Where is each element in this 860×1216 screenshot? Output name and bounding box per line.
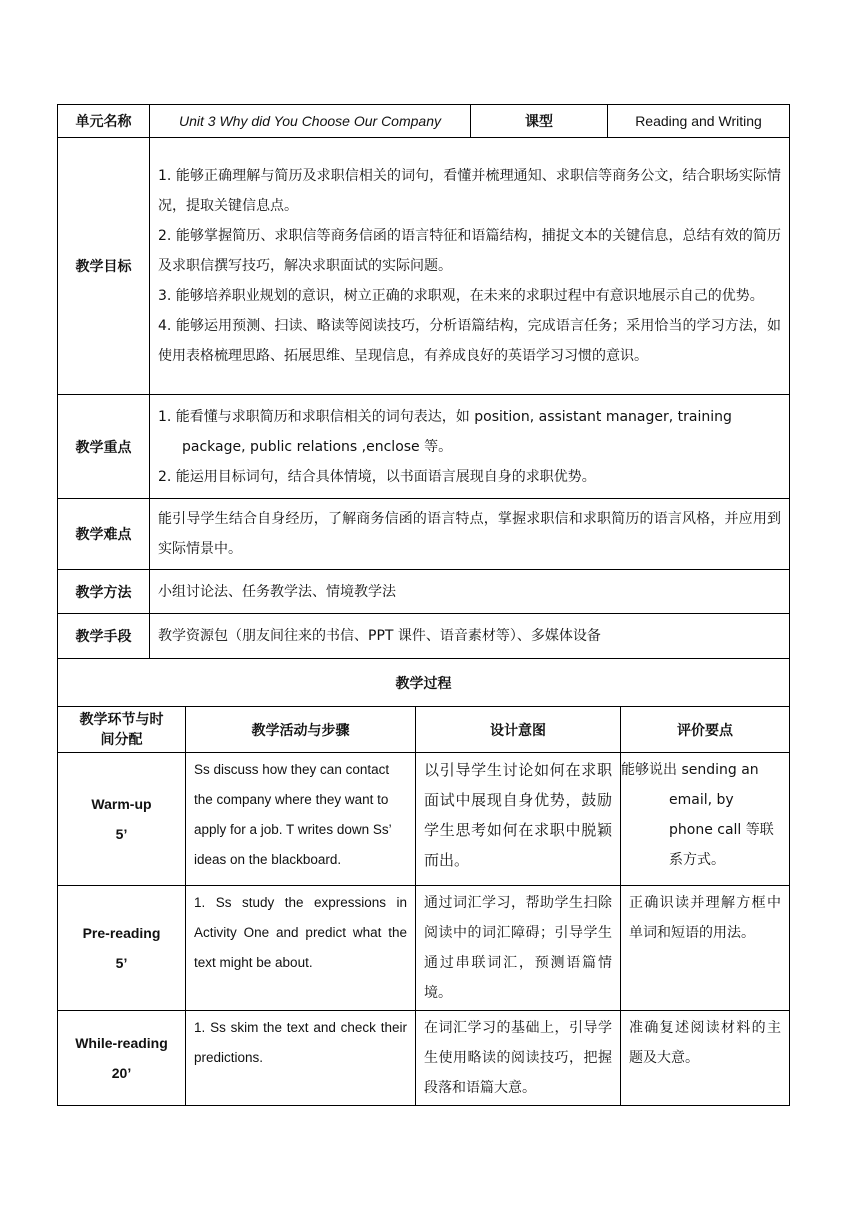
evaluation-cell: 准确复述阅读材料的主题及大意。 bbox=[621, 1011, 790, 1106]
key-point-item: 2. 能运用目标词句，结合具体情境，以书面语言展现自身的求职优势。 bbox=[158, 468, 596, 485]
process-title: 教学过程 bbox=[58, 659, 790, 707]
table-row bbox=[58, 1011, 790, 1106]
methods-label: 教学方法 bbox=[58, 570, 150, 614]
activity-cell: 1. Ss study the expressions in Activity One and predict what the text might be about. bbox=[186, 886, 416, 1011]
table-row bbox=[58, 753, 790, 886]
intent-cell: 以引导学生讨论如何在求职面试中展现自身优势，鼓励学生思考如何在求职中脱颖而出。 bbox=[416, 753, 621, 886]
stage-time: 5’ bbox=[115, 826, 128, 842]
stage-name: Warm-up bbox=[91, 796, 152, 812]
methods-content: 小组讨论法、任务教学法、情境教学法 bbox=[150, 570, 790, 614]
difficulties-label: 教学难点 bbox=[58, 499, 150, 570]
objective-item: 3. 能够培养职业规划的意识，树立正确的求职观，在未来的求职过程中有意识地展示自己的优势。 bbox=[158, 288, 764, 304]
key-points-label: 教学重点 bbox=[58, 395, 150, 499]
activity-cell: 1. Ss skim the text and check their predictions. bbox=[186, 1011, 416, 1106]
stage-cell bbox=[58, 1011, 186, 1106]
key-point-item: 1. 能看懂与求职简历和求职信相关的词句表达，如 position, assistant manager, training package, public relations ,enclose 等。 bbox=[158, 408, 732, 455]
objective-item: 1. 能够正确理解与简历及求职信相关的词句，看懂并梳理通知、求职信等商务公文，结合职场实际情况，提取关键信息点。 bbox=[158, 168, 781, 214]
stage-cell bbox=[58, 886, 186, 1011]
stage-name: Pre-reading bbox=[82, 925, 161, 941]
objectives-content bbox=[150, 138, 790, 395]
means-content: 教学资源包（朋友间往来的书信、PPT 课件、语音素材等）、多媒体设备 bbox=[150, 614, 790, 659]
col-header-intent: 设计意图 bbox=[416, 707, 621, 753]
key-points-content bbox=[150, 395, 790, 499]
objective-item: 4. 能够运用预测、扫读、略读等阅读技巧，分析语篇结构，完成语言任务；采用恰当的学习方法，如使用表格梳理思路、拓展思维、呈现信息，有养成良好的英语学习习惯的意识。 bbox=[158, 318, 781, 364]
teaching-process-table bbox=[57, 658, 790, 1106]
intent-cell: 在词汇学习的基础上，引导学生使用略读的阅读技巧，把握段落和语篇大意。 bbox=[416, 1011, 621, 1106]
activity-cell: Ss discuss how they can contact the company where they want to apply for a job. T writes down Ss’ ideas on the blackboard. bbox=[186, 753, 416, 886]
col-header-activity: 教学活动与步骤 bbox=[186, 707, 416, 753]
unit-name-value: Unit 3 Why did You Choose Our Company bbox=[150, 105, 471, 138]
objectives-label: 教学目标 bbox=[58, 138, 150, 395]
unit-name-label: 单元名称 bbox=[58, 105, 150, 138]
lesson-info-table bbox=[57, 104, 790, 659]
table-row bbox=[58, 886, 790, 1011]
objective-item: 2. 能够掌握简历、求职信等商务信函的语言特征和语篇结构，捕捉文本的关键信息，总结有效的简历及求职信撰写技巧，解决求职面试的实际问题。 bbox=[158, 228, 781, 274]
stage-name: While-reading bbox=[75, 1035, 168, 1051]
evaluation-cell: 能够说出 sending an email, by phone call 等联系方式。 bbox=[621, 753, 790, 886]
col-header-evaluation: 评价要点 bbox=[621, 707, 790, 753]
lesson-type-value: Reading and Writing bbox=[608, 105, 790, 138]
difficulties-content: 能引导学生结合自身经历，了解商务信函的语言特点，掌握求职信和求职简历的语言风格，并应用到实际情景中。 bbox=[150, 499, 790, 570]
lesson-type-label: 课型 bbox=[471, 105, 608, 138]
evaluation-cell: 正确识读并理解方框中单词和短语的用法。 bbox=[621, 886, 790, 1011]
intent-cell: 通过词汇学习，帮助学生扫除阅读中的词汇障碍；引导学生通过串联词汇，预测语篇情境。 bbox=[416, 886, 621, 1011]
col-header-stage: 教学环节与时间分配 bbox=[58, 707, 186, 753]
stage-time: 5’ bbox=[115, 955, 128, 971]
means-label: 教学手段 bbox=[58, 614, 150, 659]
stage-time: 20’ bbox=[111, 1065, 132, 1081]
stage-cell bbox=[58, 753, 186, 886]
